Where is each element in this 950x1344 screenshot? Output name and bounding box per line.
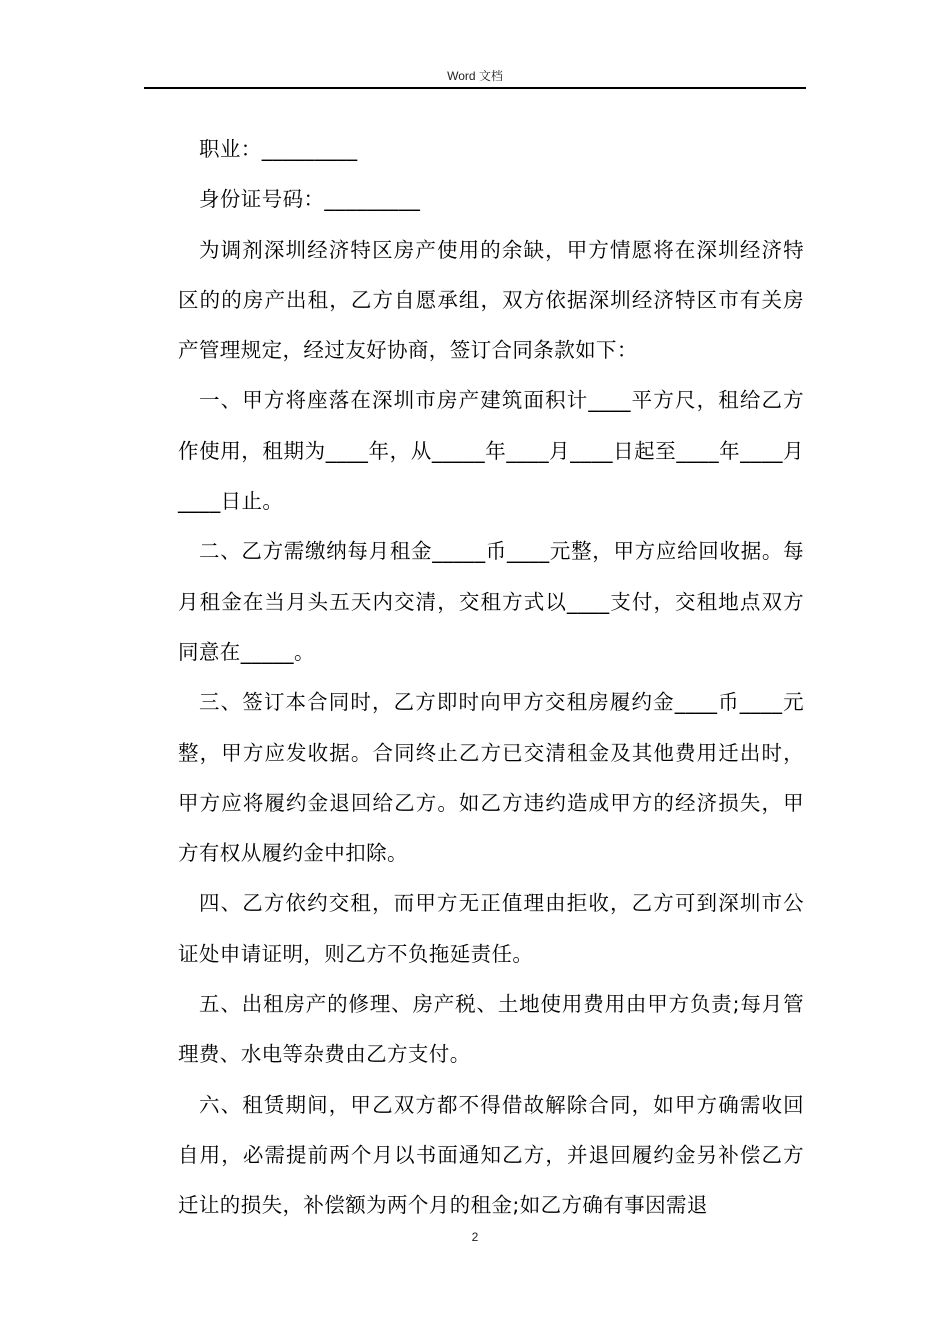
clause-4: 四、乙方依约交租，而甲方无正值理由拒收，乙方可到深圳市公证处申请证明，则乙方不负拖延责任。 xyxy=(178,891,804,966)
document-body xyxy=(178,124,804,1231)
header-divider xyxy=(144,87,806,89)
id-number-field: 身份证号码：_________ xyxy=(199,187,421,212)
occupation-field: 职业：_________ xyxy=(199,137,358,161)
clause-1: 一、甲方将座落在深圳市房产建筑面积计____平方尺，租给乙方作使用，租期为____年，从_____年____月____日起至____年____月____日止。 xyxy=(178,388,804,514)
clause-2: 二、乙方需缴纳每月租金_____币____元整，甲方应给回收据。每月租金在当月头五天内交清，交租方式以____支付，交租地点双方同意在_____。 xyxy=(178,539,804,664)
page-header: Word 文档 xyxy=(447,69,503,83)
page-number: 2 xyxy=(471,1230,479,1244)
clause-5: 五、出租房产的修理、房产税、土地使用费用由甲方负责;每月管理费、水电等杂费由乙方支付。 xyxy=(178,992,804,1067)
preamble-paragraph: 为调剂深圳经济特区房产使用的余缺，甲方情愿将在深圳经济特区的的房产出租，乙方自愿承组，双方依据深圳经济特区市有关房产管理规定，经过友好协商，签订合同条款如下： xyxy=(178,237,804,363)
clause-3: 三、签订本合同时，乙方即时向甲方交租房履约金____币____元整，甲方应发收据。合同终止乙方已交清租金及其他费用迁出时，甲方应将履约金退回给乙方。如乙方违约造成甲方的经济损失，甲方有权从履约金中扣除。 xyxy=(178,690,804,866)
clause-6: 六、租赁期间，甲乙双方都不得借故解除合同，如甲方确需收回自用，必需提前两个月以书面通知乙方，并退回履约金另补偿乙方迁让的损失，补偿额为两个月的租金;如乙方确有事因需退 xyxy=(178,1092,804,1218)
